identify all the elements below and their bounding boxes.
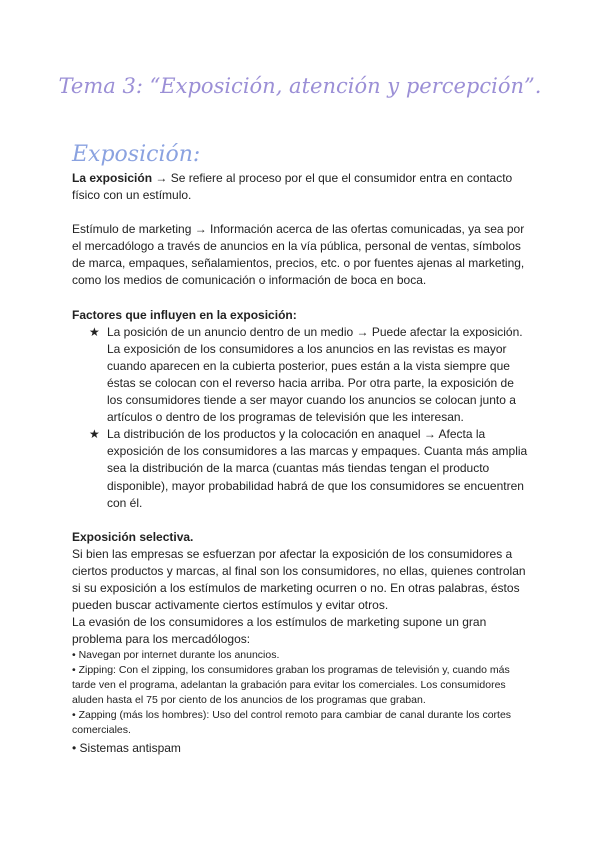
selective-paragraph-1: Si bien las empresas se esfuerzan por afectar la exposición de los consumidores a ciertos productos y marcas, al final son los consumidores, no ellas, quienes controlan si su exposición a los estímulos de marketing ocurren o no. En otras palabras, éstos pueden buscar activamente ciertos estímulos y evitar otros. [72, 546, 526, 613]
definition-paragraph [72, 170, 532, 204]
selective-paragraph-2: La evasión de los consumidores a los estímulos de marketing supone un gran problema para los mercadólogos: [72, 615, 487, 647]
factors-list [72, 324, 532, 512]
stimulus-paragraph: Estímulo de marketing → Información acerca de las ofertas comunicadas, ya sea por el mercadólogo a través de anuncios en la vía pública, personal de ventas, símbolos de marca, empaques, señalamientos, precios, etc. o por fuentes ajenas al marketing, como los medios de comunicación o información de boca en boca. [72, 222, 525, 288]
list-item: • Sistemas antispam [72, 741, 181, 756]
factor-item: ★ La posición de un anuncio dentro de un medio → Puede afectar la exposición. La exposición de los consumidores a los anuncios en las revistas es mayor cuando aparecen en la cubierta posterior, pues están a la vista siempre que éstas se colocan con el reverso hacia arriba. Por otra parte, la exposición de los consumidores tiende a ser mayor cuando los anuncios se colocan junto a artículos o dentro de los programas de televisión que les interesan. [89, 324, 523, 425]
selective-heading: Exposición selectiva. [72, 529, 194, 544]
document-body [72, 170, 532, 757]
definition-text: → Se refiere al proceso por el que el consumidor entra en contacto físico con un estímulo. [72, 171, 513, 203]
list-item: • Zipping: Con el zipping, los consumidores graban los programas de televisión y, cuando más tarde ven el programa, adelantan la grabación para evitar los comerciales. Los consumidores aluden hasta el 75 por ciento de los anuncios de los programas que graban. [72, 664, 510, 707]
section-heading: Exposición: [72, 142, 201, 167]
factor-item: ★ La distribución de los productos y la colocación en anaquel → Afecta la exposición de los consumidores a las marcas y empaques. Cuanta más amplia sea la distribución de la marca (cuantas más tiendas tengan el producto disponible), mayor probabilidad habrá de que los consumidores se encuentren con él. [89, 427, 528, 510]
factors-heading: Factores que influyen en la exposición: [72, 307, 297, 322]
avoidance-list [72, 648, 532, 738]
star-icon: ★ [89, 324, 100, 339]
list-item: • Zapping (más los hombres): Uso del control remoto para cambiar de canal durante los cortes comerciales. [72, 709, 512, 737]
list-item: • Navegan por internet durante los anuncios. [72, 649, 280, 662]
star-icon: ★ [89, 427, 100, 442]
definition-term: La exposición [72, 171, 153, 185]
document-title: Tema 3: “Exposición, atención y percepción”. [58, 74, 542, 98]
